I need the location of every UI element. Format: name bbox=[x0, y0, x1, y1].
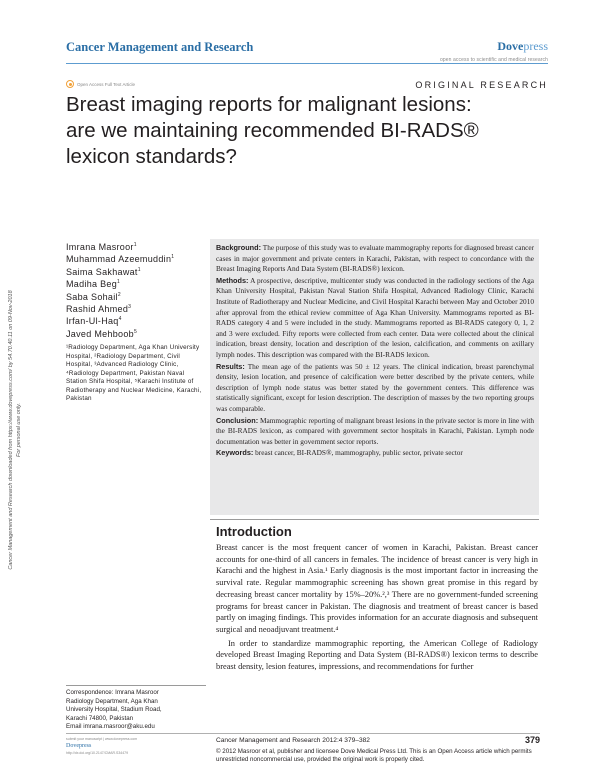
section-divider bbox=[210, 519, 539, 520]
author-name: Saima Sakhawat$^1$ bbox=[66, 266, 141, 277]
open-access-icon bbox=[66, 80, 74, 88]
footer-publisher bbox=[66, 737, 137, 755]
footer-divider bbox=[66, 733, 540, 734]
article-title bbox=[66, 92, 536, 170]
publisher-name-light: press bbox=[523, 39, 548, 53]
journal-title: Cancer Management and Research bbox=[66, 40, 254, 54]
affiliations: ¹Radiology Department, Aga Khan University Hospital, ²Radiology Department, Civil Hospital, ³Advanced Radiology Clinic, ⁴Radiology Department, Pakistan Naval Station Shifa Hospital, ⁵Karachi Institute of Radiotherapy and Nuclear Medicine, Karachi, Pakistan bbox=[66, 344, 202, 403]
watermark-line: Cancer Management and Research downloaded from https://www.dovepress.com/ by 54.70.40.11 on 09-Nov-2018 bbox=[8, 290, 14, 570]
author-name: Madiha Beg$^1$ bbox=[66, 279, 121, 290]
author-name: Muhammad Azeemuddin$^1$ bbox=[66, 254, 175, 265]
publisher-logo bbox=[440, 39, 548, 63]
author-name: Irfan-Ul-Haq$^4$ bbox=[66, 316, 122, 327]
author-list bbox=[66, 241, 206, 404]
download-watermark bbox=[8, 280, 38, 580]
watermark-line: For personal use only. bbox=[15, 403, 22, 458]
abstract bbox=[216, 243, 534, 460]
correspondence-divider bbox=[66, 685, 206, 686]
introduction-paragraph: Breast cancer is the most frequent cancer of women in Karachi, Pakistan. Breast cancer accounts for one-third of all cancers in females. The incidence of breast cancer is very high in Karachi and the highest in Asia.¹ Early diagnosis is the most important factor in increasing the survival rate. Regular mammographic screening has shown great promise in this regard by decreasing breast cancer mortality by 15%–20%.²,³ There are no government-funded screening programs for breast cancer in Pakistan. The diagnosis and treatment of breast cancer is based partly on imaging findings. This provides information for an accurate diagnosis and subsequent surgical and neoadjuvant treatment.⁴ bbox=[216, 543, 538, 634]
abstract-background-section: Background: The purpose of this study was to evaluate mammography reports for diagnosed breast cancer cases in major government and private centers in Karachi, Pakistan, with respect to concordance with the Breast Imaging Reports And Data System (BI-RADS®) lexicon. bbox=[216, 243, 534, 274]
introduction-body bbox=[216, 542, 538, 673]
abstract-methods-section: Methods: A prospective, descriptive, multicenter study was conducted in the radiology sections of the Aga Khan University Hospital, Pakistan Naval Station Shifa Hospital, Advanced Radiology Clinic, Karachi Institute of Radiotherapy and Nuclear Medicine, and Civil Hospital Karachi between May and October 2010 after approval from the ethical review committee of Aga Khan University. Mammograms reported as BI-RADS category 4 and 5 were included in the study. Mammograms reported as BI-RADS category 0, 1, 2 and 3 were excluded. Fifty reports were collected from each center. Data were collected about the clinical indication, breast density, location and description of the lesion, calcification, and comments on axillary lymph nodes. This description was compared with the BI-RADS lexicon. bbox=[216, 275, 535, 359]
abstract-conclusion-section: Conclusion: Mammographic reporting of malignant breast lesions in the private sector is more in line with the BI-RADS lexicon, as compared with government sector hospitals in Karachi, Pakistan. Lymph node documentation was better in government sector reports. bbox=[216, 415, 534, 446]
author-name: Imrana Masroor$^1$ bbox=[66, 242, 137, 252]
correspondence-email[interactable]: Email imrana.masroor@aku.edu bbox=[66, 723, 155, 731]
introduction-paragraph: In order to standardize mammographic reporting, the American College of Radiology developed Breast Imaging Reporting and Data System (BI-RADS®) lexicon terms to describe breast density, lesion features, impressions, and recommendations for further bbox=[216, 638, 538, 672]
title-line: Breast imaging reports for malignant lesions: bbox=[66, 93, 472, 116]
footer-dovepress: Dovepress bbox=[66, 743, 92, 749]
abstract-keywords: Keywords: breast cancer, BI-RADS®, mammography, public sector, private sector bbox=[216, 448, 463, 458]
header-divider bbox=[66, 63, 548, 64]
footer-journal-ref: Cancer Management and Research 2012:4 379–382 bbox=[216, 737, 370, 744]
doi-link[interactable]: http://dx.doi.org/10.2147/CMAR.S34479 bbox=[66, 751, 129, 755]
correspondence: Correspondence: Imrana Masroor Radiology Department, Aga Khan University Hospital, Stadium Road, Karachi 74800, Pakistan Email imrana.masroor@aku.edu bbox=[66, 689, 206, 732]
title-line: are we maintaining recommended BI-RADS® bbox=[66, 119, 479, 142]
submit-link[interactable]: submit your manuscript | www.dovepress.com bbox=[66, 737, 138, 741]
license-statement: © 2012 Masroor et al, publisher and licensee Dove Medical Press Ltd. This is an Open Access article which permits unrestricted noncommercial use, provided the original work is properly cited. bbox=[216, 748, 532, 764]
article-type: ORIGINAL RESEARCH bbox=[415, 80, 548, 90]
publisher-tagline: open access to scientific and medical research bbox=[440, 57, 548, 63]
author-name: Saba Sohail$^2$ bbox=[66, 291, 121, 302]
author-name: Rashid Ahmed$^3$ bbox=[66, 304, 132, 315]
open-access-label bbox=[66, 80, 135, 88]
open-access-text: Open Access Full Text Article bbox=[77, 81, 135, 87]
abstract-results-section: Results: The mean age of the patients was 50 ± 12 years. The clinical indication, breast parenchymal density, lesion location, and presence of calcification were better described by the private centers, while description of lymph node status was better stated by the government centers. This difference was statistically significant, except for lesion description. The description of masses by the two reporting groups was comparable. bbox=[216, 361, 534, 413]
page-number: 379 bbox=[524, 735, 540, 745]
author-name: Javed Mehboob$^5$ bbox=[66, 328, 138, 339]
introduction-heading: Introduction bbox=[216, 524, 292, 539]
publisher-name-bold: Dove bbox=[497, 39, 524, 53]
title-line: lexicon standards? bbox=[66, 145, 237, 168]
